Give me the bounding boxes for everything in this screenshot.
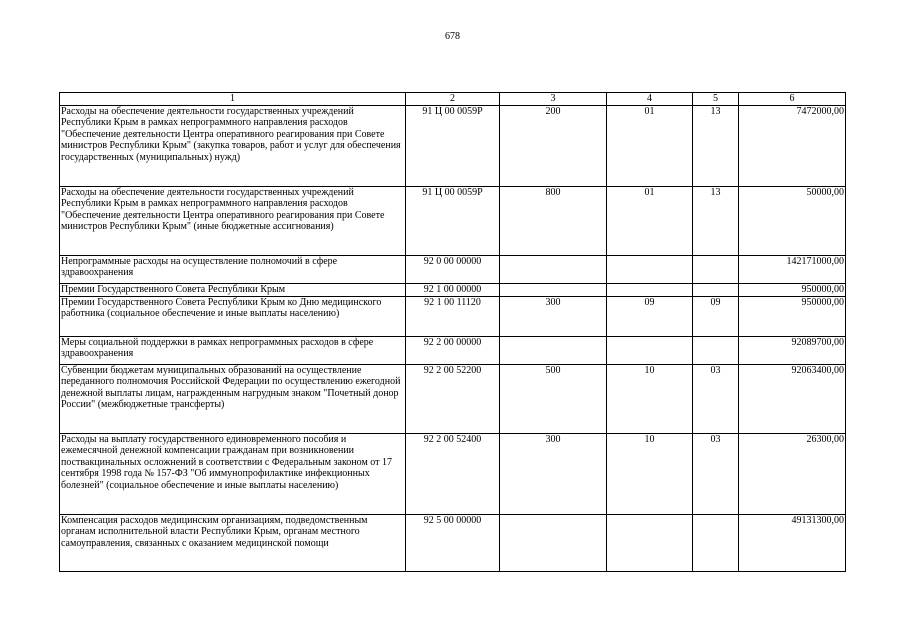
header-cell: 6: [739, 93, 846, 106]
target-article-cell: 91 Ц 00 0059Р: [406, 106, 500, 187]
expense-name-cell: Премии Государственного Совета Республики Крым ко Дню медицинского работника (социальное обеспечение и иные выплаты населению): [60, 297, 406, 337]
subsection-cell: [693, 256, 739, 284]
section-cell: [607, 515, 693, 572]
expense-type-cell: 800: [500, 187, 607, 256]
expense-name-cell: Расходы на обеспечение деятельности государственных учреждений Республики Крым в рамках непрограммного направления расходов "Обеспечение деятельности Центра оперативного реагирования при Совете министров Республики Крым" (закупка товаров, работ и услуг для обеспечения государственных (муниципальных) нужд): [60, 106, 406, 187]
section-cell: [607, 337, 693, 365]
expense-name-cell: Субвенции бюджетам муниципальных образований на осуществление переданного полномочия Российской Федерации по осуществлению ежегодной денежной выплаты лицам, награжденным нагрудным знаком "Почетный донор России" (межбюджетные трансферты): [60, 365, 406, 434]
table-row: [60, 337, 846, 365]
table-row: [60, 187, 846, 256]
amount-cell: 950000,00: [739, 284, 846, 297]
amount-cell: 92063400,00: [739, 365, 846, 434]
amount-cell: 92089700,00: [739, 337, 846, 365]
table-row: [60, 106, 846, 187]
amount-cell: 142171000,00: [739, 256, 846, 284]
expense-type-cell: 500: [500, 365, 607, 434]
expense-name-cell: Премии Государственного Совета Республики Крым: [60, 284, 406, 297]
section-cell: 01: [607, 187, 693, 256]
subsection-cell: [693, 515, 739, 572]
expense-type-cell: [500, 515, 607, 572]
amount-cell: 26300,00: [739, 434, 846, 515]
expense-name-cell: Компенсация расходов медицинским организациям, подведомственным органам исполнительной власти Республики Крым, органам местного самоуправления, связанных с оказанием медицинской помощи: [60, 515, 406, 572]
expense-name-cell: Меры социальной поддержки в рамках непрограммных расходов в сфере здравоохранения: [60, 337, 406, 365]
target-article-cell: 92 2 00 52400: [406, 434, 500, 515]
section-cell: [607, 256, 693, 284]
header-cell: 5: [693, 93, 739, 106]
subsection-cell: 03: [693, 365, 739, 434]
target-article-cell: 92 2 00 00000: [406, 337, 500, 365]
expense-name-cell: Непрограммные расходы на осуществление полномочий в сфере здравоохранения: [60, 256, 406, 284]
target-article-cell: 92 1 00 11120: [406, 297, 500, 337]
expense-type-cell: [500, 284, 607, 297]
expense-type-cell: 200: [500, 106, 607, 187]
amount-cell: 950000,00: [739, 297, 846, 337]
header-cell: 3: [500, 93, 607, 106]
subsection-cell: 09: [693, 297, 739, 337]
header-row: [60, 93, 846, 106]
section-cell: [607, 284, 693, 297]
table-row: [60, 515, 846, 572]
header-cell: 4: [607, 93, 693, 106]
target-article-cell: 91 Ц 00 0059Р: [406, 187, 500, 256]
header-cell: 1: [60, 93, 406, 106]
table-row: [60, 256, 846, 284]
target-article-cell: 92 1 00 00000: [406, 284, 500, 297]
section-cell: 10: [607, 365, 693, 434]
target-article-cell: 92 5 00 00000: [406, 515, 500, 572]
expense-type-cell: 300: [500, 434, 607, 515]
amount-cell: 49131300,00: [739, 515, 846, 572]
expense-name-cell: Расходы на выплату государственного единовременного пособия и ежемесячной денежной компенсации гражданам при возникновении поствакцинальных осложнений в соответствии с Федеральным законом от 17 сентября 1998 года № 157-ФЗ "Об иммунопрофилактике инфекционных болезней" (социальное обеспечение и иные выплаты населению): [60, 434, 406, 515]
target-article-cell: 92 2 00 52200: [406, 365, 500, 434]
section-cell: 01: [607, 106, 693, 187]
table-row: [60, 434, 846, 515]
expense-type-cell: 300: [500, 297, 607, 337]
section-cell: 10: [607, 434, 693, 515]
amount-cell: 7472000,00: [739, 106, 846, 187]
section-cell: 09: [607, 297, 693, 337]
subsection-cell: 13: [693, 187, 739, 256]
subsection-cell: [693, 337, 739, 365]
subsection-cell: [693, 284, 739, 297]
budget-table: [59, 92, 846, 572]
expense-type-cell: [500, 337, 607, 365]
expense-type-cell: [500, 256, 607, 284]
page-number: 678: [445, 31, 460, 42]
table-row: [60, 365, 846, 434]
header-cell: 2: [406, 93, 500, 106]
subsection-cell: 13: [693, 106, 739, 187]
table-row: [60, 284, 846, 297]
target-article-cell: 92 0 00 00000: [406, 256, 500, 284]
amount-cell: 50000,00: [739, 187, 846, 256]
subsection-cell: 03: [693, 434, 739, 515]
expense-name-cell: Расходы на обеспечение деятельности государственных учреждений Республики Крым в рамках непрограммного направления расходов "Обеспечение деятельности Центра оперативного реагирования при Совете министров Республики Крым" (иные бюджетные ассигнования): [60, 187, 406, 256]
table-row: [60, 297, 846, 337]
